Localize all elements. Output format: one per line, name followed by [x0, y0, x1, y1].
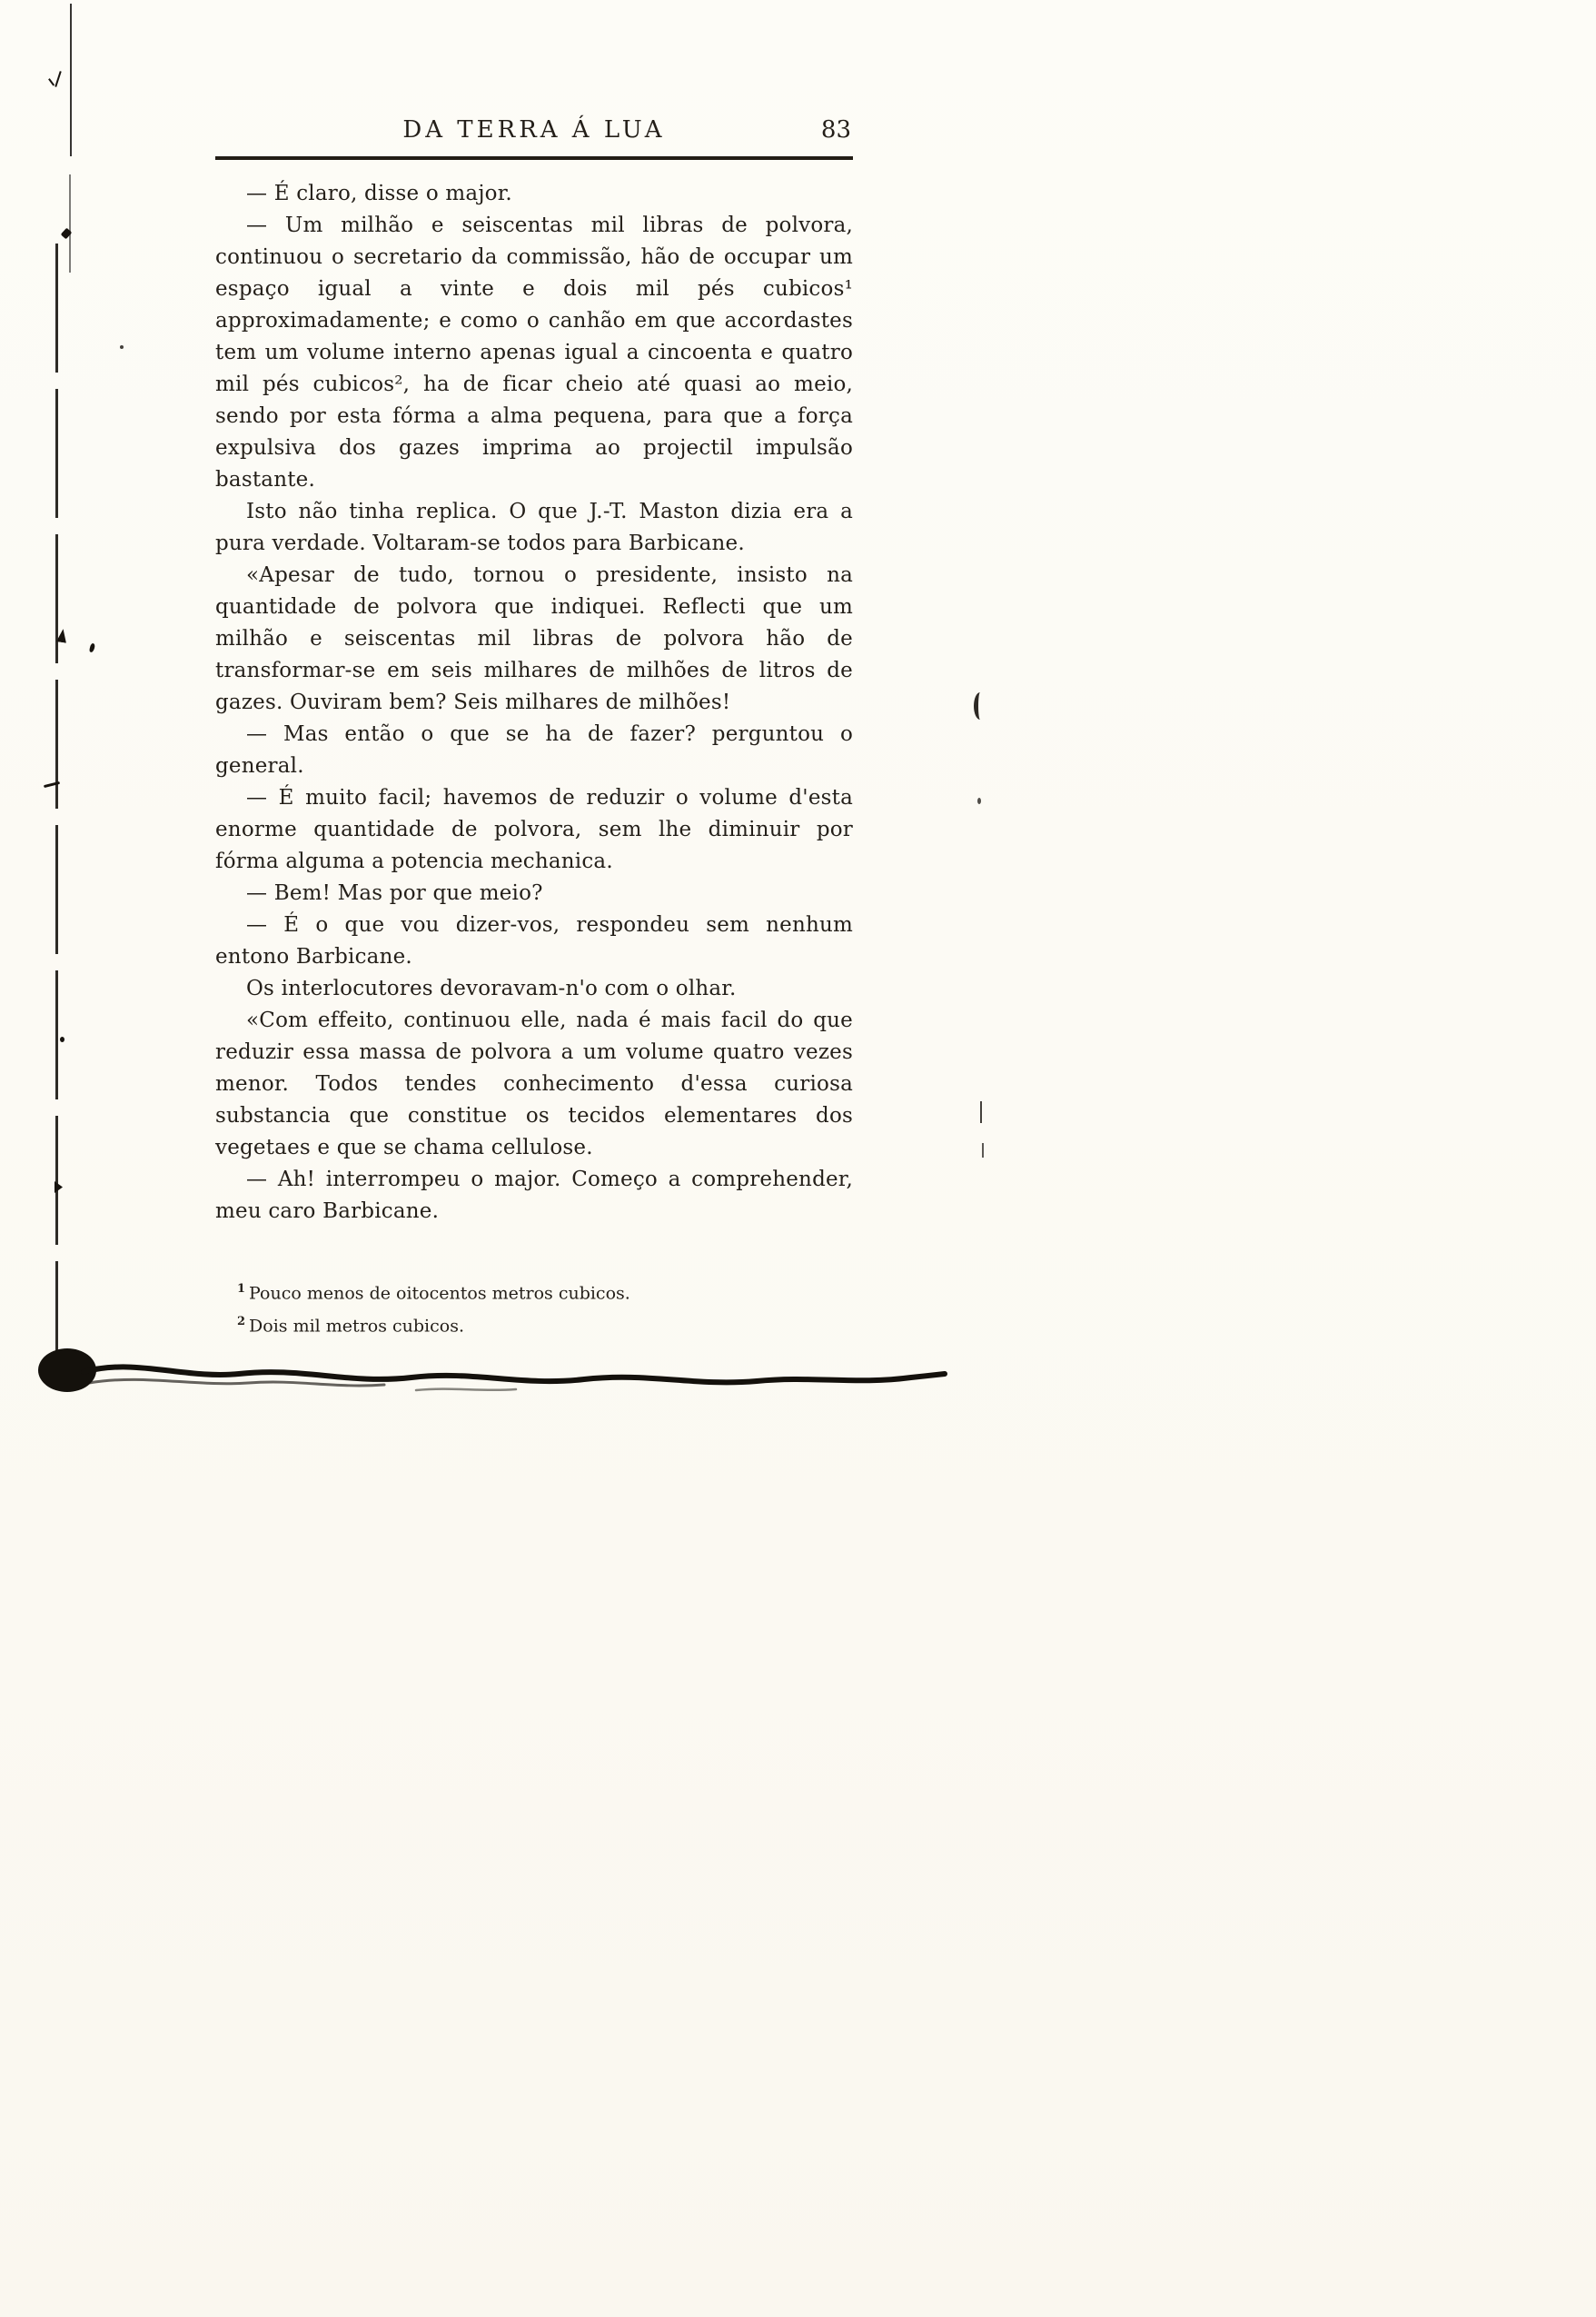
scan-artifact-right-speck — [977, 798, 981, 804]
body-text — [215, 178, 853, 1228]
running-header — [215, 114, 853, 154]
footnote-text: Dois mil metros cubicos. — [249, 1316, 464, 1337]
paragraph: — É claro, disse o major. — [246, 182, 512, 205]
scan-artifact-speck — [61, 228, 73, 240]
paragraph: Isto não tinha replica. O que J.-T. Maston dizia era a pura verdade. Voltaram-se todos para Barbicane. — [215, 500, 853, 555]
scan-artifact-checkmark — [55, 71, 61, 87]
header-rule — [215, 156, 853, 160]
paragraph: «Apesar de tudo, tornou o presidente, insisto na quantidade de polvora que indiquei. Reflecti que um milhão e seiscentas mil libras de polvora hão de transformar-se em seis milhares de milhões de litros de gazes. Ouviram bem? Seis milhares de milhões! — [215, 563, 853, 714]
footnote — [237, 1308, 853, 1340]
paragraph: — Ah! interrompeu o major. Começo a comprehender, meu caro Barbicane. — [215, 1168, 853, 1223]
scan-artifact-left-line-top — [70, 4, 72, 156]
scan-artifact-right-dash — [980, 1101, 982, 1123]
footnotes — [215, 1275, 853, 1341]
scan-artifact-left-line-mid — [69, 174, 71, 273]
footnote-text: Pouco menos de oitocentos metros cubicos. — [249, 1283, 630, 1304]
paragraph: — Bem! Mas por que meio? — [246, 881, 543, 905]
scan-artifact-speck — [60, 1037, 64, 1042]
scan-artifact-speck — [120, 345, 124, 349]
paragraph: — É muito facil; havemos de reduzir o volume d'esta enorme quantidade de polvora, sem lhe diminuir por fórma alguma a potencia mechanica. — [215, 786, 853, 873]
paragraph: «Com effeito, continuou elle, nada é mais facil do que reduzir essa massa de polvora a um volume quatro vezes menor. Todos tendes conhecimento d'essa curiosa substancia que constitue os tecidos elementares dos vegetaes e que se chama cellulose. — [215, 1009, 853, 1159]
scan-artifact-left-line-long — [55, 244, 58, 1390]
paragraph: — Um milhão e seiscentas mil libras de polvora, continuou o secretario da commissão, hão de occupar um espaço igual a vinte e dois mil pés cubicos¹ approximadamente; e como o canhão em que accordastes tem um volume interno apenas igual a cincoenta e quatro mil pés cubicos², ha de ficar cheio até quasi ao meio, sendo por esta fórma a alma pequena, para que a força expulsiva dos gazes imprima ao projectil impulsão bastante. — [215, 214, 853, 492]
paragraph: — Mas então o que se ha de fazer? perguntou o general. — [215, 722, 853, 778]
paragraph: Os interlocutores devoravam-n'o com o olhar. — [246, 977, 737, 1000]
text-column — [215, 114, 853, 1341]
scan-artifact-speck — [89, 643, 95, 653]
scan-artifact-dash — [44, 781, 60, 788]
footnote-marker: 1 — [237, 1282, 246, 1296]
footnote-marker: 2 — [237, 1315, 246, 1329]
page-title: DA TERRA Á LUA — [402, 116, 666, 144]
scan-artifact-speck — [56, 628, 68, 642]
footnote — [237, 1275, 853, 1308]
scan-artifact-right-mark — [974, 692, 986, 720]
scan-artifact-right-dash — [982, 1143, 984, 1158]
page-number: 83 — [820, 116, 851, 144]
paragraph: — É o que vou dizer-vos, respondeu sem nenhum entono Barbicane. — [215, 913, 853, 969]
scan-artifact-speck — [55, 1181, 63, 1193]
